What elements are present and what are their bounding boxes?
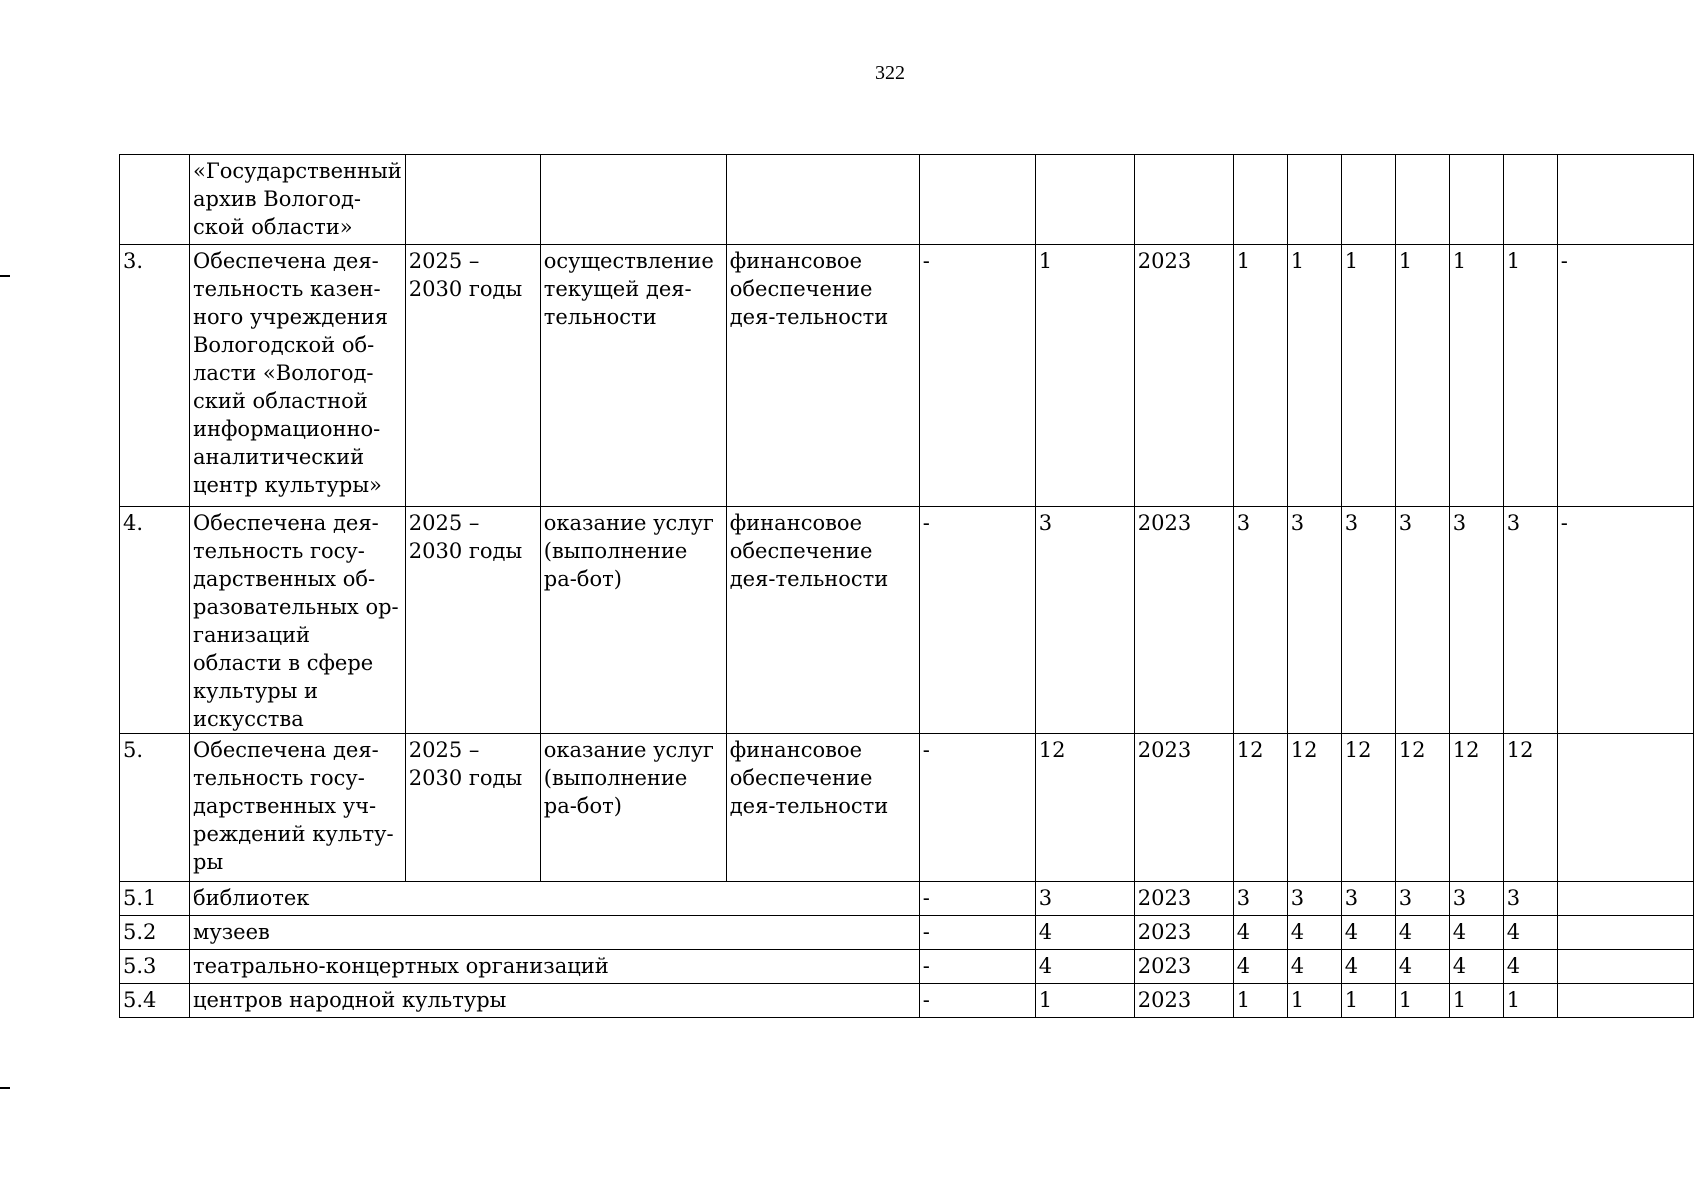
row-number-cell: 4. <box>120 507 190 734</box>
type-cell: оказание услуг (выполнение ра-бот) <box>540 734 726 882</box>
base-year-cell: 2023 <box>1134 507 1233 734</box>
value-cell: 1 <box>1287 245 1341 507</box>
value-cell: 3 <box>1449 882 1503 916</box>
dash-cell: - <box>919 507 1035 734</box>
table-row <box>120 507 1694 734</box>
empty-cell <box>1503 155 1557 245</box>
last-cell <box>1557 984 1693 1018</box>
value-cell: 1 <box>1395 245 1449 507</box>
value-cell: 12 <box>1503 734 1557 882</box>
empty-cell <box>1395 155 1449 245</box>
table-row <box>120 984 1694 1018</box>
empty-cell <box>405 155 540 245</box>
row-number-cell: 5. <box>120 734 190 882</box>
last-cell <box>1557 734 1693 882</box>
table-row <box>120 916 1694 950</box>
empty-cell <box>1035 155 1134 245</box>
row-number-cell: 5.4 <box>120 984 190 1018</box>
subitem-name-cell: музеев <box>190 916 920 950</box>
value-cell: 1 <box>1449 984 1503 1018</box>
finance-cell: финансовое обеспечение дея-тельности <box>726 245 919 507</box>
value-cell: 1 <box>1395 984 1449 1018</box>
value-cell: 3 <box>1233 507 1287 734</box>
empty-cell <box>1341 155 1395 245</box>
last-cell <box>1557 882 1693 916</box>
value-cell: 3 <box>1395 882 1449 916</box>
base-year-cell: 2023 <box>1134 734 1233 882</box>
value-cell: 12 <box>1449 734 1503 882</box>
value-cell: 1 <box>1233 245 1287 507</box>
type-cell: оказание услуг (выполнение ра-бот) <box>540 507 726 734</box>
period-cell: 2025 – 2030 годы <box>405 734 540 882</box>
last-cell <box>1557 916 1693 950</box>
value-cell: 3 <box>1341 882 1395 916</box>
value-cell: 4 <box>1503 950 1557 984</box>
value-cell: 4 <box>1449 916 1503 950</box>
value-cell: 3 <box>1341 507 1395 734</box>
page-number: 322 <box>875 62 905 84</box>
table-row <box>120 155 1694 245</box>
empty-cell <box>1233 155 1287 245</box>
value-cell: 4 <box>1287 950 1341 984</box>
value-cell: 3 <box>1503 882 1557 916</box>
table-row <box>120 245 1694 507</box>
type-cell: осуществление текущей дея-тельности <box>540 245 726 507</box>
base-year-cell: 2023 <box>1134 916 1233 950</box>
value-cell: 12 <box>1341 734 1395 882</box>
value-cell: 4 <box>1449 950 1503 984</box>
value-cell: 3 <box>1233 882 1287 916</box>
empty-cell <box>1449 155 1503 245</box>
value-cell: 4 <box>1233 950 1287 984</box>
dash-cell: - <box>919 950 1035 984</box>
empty-cell <box>1557 155 1693 245</box>
base-value-cell: 12 <box>1035 734 1134 882</box>
value-cell: 4 <box>1233 916 1287 950</box>
value-cell: 4 <box>1341 916 1395 950</box>
margin-mark-top <box>0 275 10 277</box>
base-value-cell: 3 <box>1035 882 1134 916</box>
row-number-cell <box>120 155 190 245</box>
dash-cell: - <box>919 734 1035 882</box>
table-row <box>120 950 1694 984</box>
base-year-cell: 2023 <box>1134 882 1233 916</box>
table-row <box>120 882 1694 916</box>
last-cell: - <box>1557 507 1693 734</box>
result-name-cell: Обеспечена дея-тельность казен-ного учреждения Вологодской об-ласти «Вологод-ский областной информационно-аналитический центр культуры» <box>190 245 406 507</box>
row-number-cell: 5.2 <box>120 916 190 950</box>
last-cell: - <box>1557 245 1693 507</box>
dash-cell: - <box>919 984 1035 1018</box>
empty-cell <box>1134 155 1233 245</box>
row-number-cell: 3. <box>120 245 190 507</box>
value-cell: 12 <box>1233 734 1287 882</box>
value-cell: 3 <box>1287 507 1341 734</box>
base-year-cell: 2023 <box>1134 984 1233 1018</box>
data-table <box>119 154 1694 1018</box>
period-cell: 2025 – 2030 годы <box>405 507 540 734</box>
base-value-cell: 1 <box>1035 984 1134 1018</box>
value-cell: 4 <box>1341 950 1395 984</box>
dash-cell: - <box>919 882 1035 916</box>
subitem-name-cell: театрально-концертных организаций <box>190 950 920 984</box>
finance-cell: финансовое обеспечение дея-тельности <box>726 507 919 734</box>
value-cell: 1 <box>1233 984 1287 1018</box>
value-cell: 3 <box>1503 507 1557 734</box>
result-name-cell: «Государственный архив Вологод-ской области» <box>190 155 406 245</box>
result-name-cell: Обеспечена дея-тельность госу-дарственных уч-реждений культу-ры <box>190 734 406 882</box>
dash-cell: - <box>919 916 1035 950</box>
value-cell: 4 <box>1503 916 1557 950</box>
value-cell: 1 <box>1341 984 1395 1018</box>
margin-mark-bottom <box>0 1087 10 1089</box>
base-year-cell: 2023 <box>1134 950 1233 984</box>
base-value-cell: 3 <box>1035 507 1134 734</box>
subitem-name-cell: библиотек <box>190 882 920 916</box>
empty-cell <box>726 155 919 245</box>
last-cell <box>1557 950 1693 984</box>
value-cell: 4 <box>1395 950 1449 984</box>
base-value-cell: 1 <box>1035 245 1134 507</box>
value-cell: 3 <box>1395 507 1449 734</box>
value-cell: 1 <box>1503 984 1557 1018</box>
empty-cell <box>919 155 1035 245</box>
value-cell: 12 <box>1287 734 1341 882</box>
subitem-name-cell: центров народной культуры <box>190 984 920 1018</box>
dash-cell: - <box>919 245 1035 507</box>
value-cell: 1 <box>1341 245 1395 507</box>
base-year-cell: 2023 <box>1134 245 1233 507</box>
value-cell: 1 <box>1449 245 1503 507</box>
value-cell: 12 <box>1395 734 1449 882</box>
row-number-cell: 5.3 <box>120 950 190 984</box>
value-cell: 1 <box>1287 984 1341 1018</box>
row-number-cell: 5.1 <box>120 882 190 916</box>
base-value-cell: 4 <box>1035 916 1134 950</box>
value-cell: 1 <box>1503 245 1557 507</box>
value-cell: 4 <box>1287 916 1341 950</box>
empty-cell <box>1287 155 1341 245</box>
value-cell: 4 <box>1395 916 1449 950</box>
base-value-cell: 4 <box>1035 950 1134 984</box>
empty-cell <box>540 155 726 245</box>
value-cell: 3 <box>1287 882 1341 916</box>
table-row <box>120 734 1694 882</box>
value-cell: 3 <box>1449 507 1503 734</box>
period-cell: 2025 – 2030 годы <box>405 245 540 507</box>
finance-cell: финансовое обеспечение дея-тельности <box>726 734 919 882</box>
result-name-cell: Обеспечена дея-тельность госу-дарственных об-разовательных ор-ганизаций области в сфере культуры и искусства <box>190 507 406 734</box>
